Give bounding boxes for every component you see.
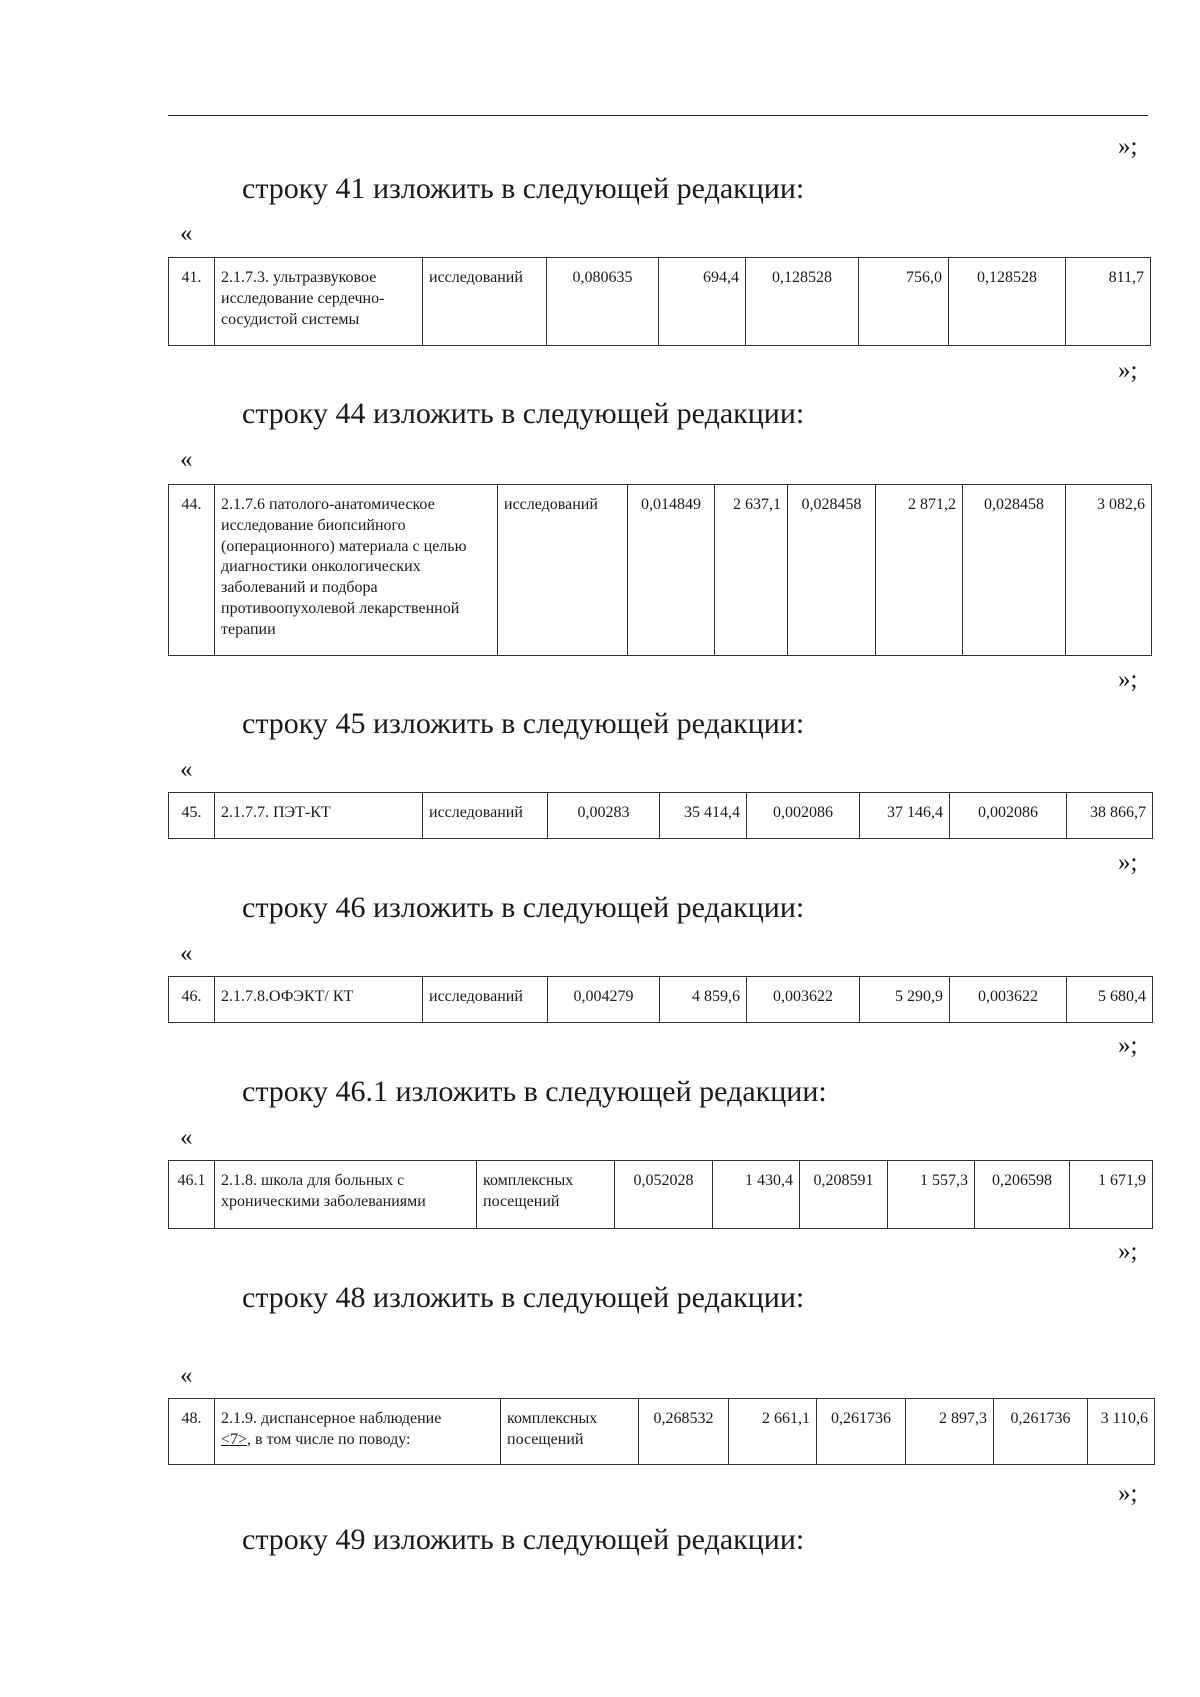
row-unit: исследований [423,793,548,839]
opening-quote: « [180,1362,193,1389]
row-unit: комплексных посещений [501,1399,639,1465]
row-number: 41. [169,258,215,346]
instruction-48: строку 48 изложить в следующей редакции: [242,1281,805,1314]
row-unit: комплексных посещений [477,1161,615,1229]
row-value-2: 2 637,1 [715,485,788,656]
row-unit: исследований [498,485,628,656]
instruction-46: строку 46 изложить в следующей редакции: [242,891,805,924]
row-value-1: 0,004279 [548,977,660,1023]
row-value-6: 5 680,4 [1067,977,1153,1023]
row-name [215,1399,501,1465]
table-row-41 [168,257,1151,346]
row-value-6: 1 671,9 [1070,1161,1153,1229]
row-value-4: 37 146,4 [860,793,950,839]
row-value-3: 0,261736 [817,1399,906,1465]
row-value-4: 2 871,2 [876,485,963,656]
row-value-6: 3 110,6 [1088,1399,1155,1465]
row-name: 2.1.7.6 патолого-анатомическое исследование биопсийного (операционного) материала с целью диагностики онкологических заболеваний и подбора противоопухолевой лекарственной терапии [215,485,498,656]
row-value-6: 3 082,6 [1066,485,1152,656]
row-value-1: 0,00283 [548,793,660,839]
instruction-46-1: строку 46.1 изложить в следующей редакции: [242,1075,827,1108]
row-value-1: 0,268532 [639,1399,729,1465]
row-value-4: 756,0 [859,258,949,346]
row-value-5: 0,003622 [950,977,1067,1023]
footnote-reference-link[interactable]: <7> [221,1430,248,1448]
row-value-2: 4 859,6 [660,977,747,1023]
row-value-4: 2 897,3 [906,1399,994,1465]
table-row-46-1 [168,1160,1153,1229]
row-number: 44. [169,485,215,656]
row-value-3: 0,128528 [746,258,859,346]
row-value-4: 5 290,9 [860,977,950,1023]
instruction-44: строку 44 изложить в следующей редакции: [242,397,805,430]
opening-quote: « [180,756,193,783]
closing-quote: »; [1118,666,1138,693]
row-value-3: 0,002086 [747,793,860,839]
opening-quote: « [180,1124,193,1151]
row-value-2: 2 661,1 [729,1399,817,1465]
row-value-5: 0,002086 [950,793,1067,839]
row-value-5: 0,261736 [994,1399,1088,1465]
row-value-1: 0,080635 [547,258,659,346]
closing-quote: »; [1118,133,1138,160]
row-value-2: 1 430,4 [713,1161,800,1229]
opening-quote: « [180,940,193,967]
row-value-2: 35 414,4 [660,793,747,839]
closing-quote: »; [1118,1032,1138,1059]
row-unit: исследований [423,258,547,346]
row-value-6: 38 866,7 [1067,793,1153,839]
opening-quote: « [180,446,193,473]
row-name-text: 2.1.9. диспансерное наблюдение [221,1410,442,1427]
top-rule [168,115,1148,116]
instruction-45: строку 45 изложить в следующей редакции: [242,707,805,740]
table-row-46 [168,976,1153,1023]
row-value-3: 0,003622 [747,977,860,1023]
closing-quote: »; [1118,849,1138,876]
table-row-45 [168,792,1153,839]
row-name-text-continued: , в том числе по поводу: [247,1430,411,1448]
opening-quote: « [180,220,193,247]
row-value-1: 0,052028 [615,1161,713,1229]
row-value-3: 0,208591 [800,1161,888,1229]
closing-quote: »; [1118,1480,1138,1507]
closing-quote: »; [1118,357,1138,384]
row-number: 48. [169,1399,215,1465]
row-number: 45. [169,793,215,839]
row-number: 46.1 [169,1161,215,1229]
row-unit: исследований [423,977,548,1023]
row-name: 2.1.7.3. ультразвуковое исследование сердечно-сосудистой системы [215,258,423,346]
instruction-41: строку 41 изложить в следующей редакции: [242,172,805,205]
row-value-5: 0,028458 [963,485,1066,656]
row-value-6: 811,7 [1066,258,1151,346]
row-name: 2.1.8. школа для больных с хроническими заболеваниями [215,1161,477,1229]
instruction-49: строку 49 изложить в следующей редакции: [242,1523,805,1556]
table-row-48 [168,1398,1155,1465]
row-value-5: 0,128528 [949,258,1066,346]
table-row-44 [168,484,1152,656]
row-name: 2.1.7.8.ОФЭКТ/ КТ [215,977,423,1023]
row-number: 46. [169,977,215,1023]
row-value-5: 0,206598 [975,1161,1070,1229]
row-value-3: 0,028458 [788,485,876,656]
row-name: 2.1.7.7. ПЭТ-КТ [215,793,423,839]
closing-quote: »; [1118,1238,1138,1265]
row-value-4: 1 557,3 [888,1161,975,1229]
row-value-1: 0,014849 [628,485,715,656]
row-value-2: 694,4 [659,258,746,346]
